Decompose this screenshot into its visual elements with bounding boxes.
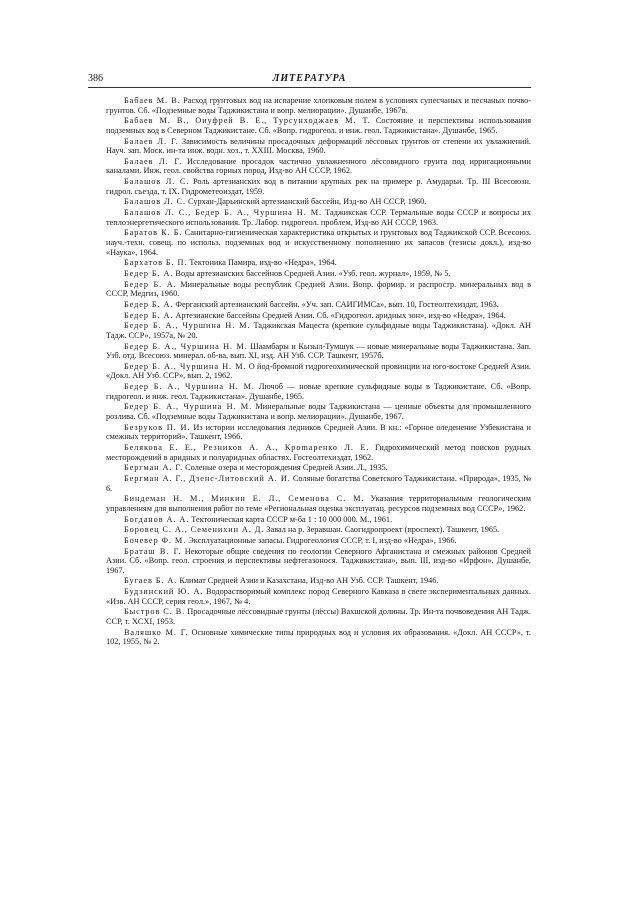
reference-text: Просадочные лёссовидные грунты (лёссы) Вахшской долины. Тр. Ин-та почвоведения АН Тадж. ССР, т. XCXI, 1953. <box>106 607 531 626</box>
header-rule <box>88 87 531 88</box>
reference-text: Соленые озера и месторождения Средней Азии. Л., 1935. <box>183 463 388 473</box>
reference-text: Основные химические типы природных вод и условия их образования. «Докл. АН СССР», т. 102, 1955, № 2. <box>106 627 531 647</box>
reference-authors: Балаев Л. Г. <box>124 136 179 146</box>
reference-entry <box>106 536 531 546</box>
reference-text: О йод-бромной гидрогеохимической провинции на юго-востоке Средней Азии. «Докл. АН Узб. ССР», вып. 2, 1962. <box>106 361 531 381</box>
reference-entry <box>106 208 531 227</box>
reference-text: Соляные богатства Советского Таджикистана. «Природа», 1935, № 6. <box>106 473 531 493</box>
reference-authors: Бедер Б. А. <box>124 279 177 289</box>
reference-entry <box>106 342 531 361</box>
reference-authors: Бедер Б. А., Чуршина Н. М. <box>124 382 255 392</box>
reference-authors: Бедер Б. А., Чуршина Н. М. <box>124 402 253 412</box>
reference-text: Климат Средней Азии и Казахстана, Изд-во АН Узб. ССР. Ташкент, 1946. <box>177 576 439 586</box>
reference-text: Лючоб — новые крепкие сульфидные воды в Таджикистане. Сб. «Вопр. гидрогеол. и инж. геол. Таджикистана». Душанбе, 1965. <box>106 382 531 401</box>
reference-text: Эксплуатационные запасы. Гидрогеология СССР, т. I, изд-во «Недра», 1966. <box>186 535 457 545</box>
reference-text: Артезианские бассейны Средней Азии. Сб. «Гидрогеол. аридных зон», изд-во «Недра», 1964. <box>173 310 506 320</box>
reference-authors: Боровец С. А., Семенихин А. Д. <box>124 525 265 535</box>
reference-entry <box>106 628 531 647</box>
reference-authors: Бедер Б. А., Чуршина Н. М. <box>124 341 248 351</box>
reference-text: Шаамбары и Кызыл-Тумшук — новые минеральные воды Таджикистана. Зап. Узб. отд. Всесоюз. минерал. об-ва, вып. XI, изд. АН Узб. ССР. Ташкент, 1957б. <box>106 341 531 361</box>
reference-text: Указания территориальным геологическим управлениям для выполнения работ по теме «Региональная оценка эксплуатац. ресурсов подземных вод СССР», 1962. <box>106 494 531 513</box>
reference-entry <box>106 443 531 462</box>
reference-entry <box>106 402 531 421</box>
reference-authors: Бедер Б. А. <box>124 310 174 320</box>
reference-entry <box>106 300 531 310</box>
reference-entry <box>106 515 531 525</box>
reference-entry <box>106 423 531 442</box>
reference-list <box>106 96 531 648</box>
reference-authors: Бочевер Ф. М. <box>124 535 187 545</box>
reference-authors: Быстров С. В. <box>124 607 186 617</box>
reference-authors: Бабаев М. В., Оиуфрей В. Е., Турсунходжаев М. Т. <box>124 116 371 126</box>
reference-entry <box>106 228 531 257</box>
reference-entry <box>106 587 531 606</box>
reference-entry <box>106 177 531 196</box>
reference-text: Расход грунтовых вод на испарение хлопковым полем в условиях супесчаных и песчаных почво-грунтов. Сб. «Подземные воды Таджикистана и вопр. мелиорации». Душанбе, 1967в. <box>106 96 531 115</box>
reference-authors: Биндеман Н. М., Минкин Е. Л., Семенова С. М. <box>124 494 365 504</box>
reference-authors: Бедер Б. А., Чуршина Н. М. <box>124 321 251 331</box>
reference-text: Исследование просадок частично увлажненного лёссовидного грунта под ирригационными каналами. Инж. геол. свойства горных пород, Изд-во АН СССР, 1962. <box>106 156 531 176</box>
reference-text: Гидрохимический метод поисков рудных месторождений в аридных и полуаридных областях. Госгеолтехиздат, 1962. <box>106 442 531 462</box>
reference-text: Тектоническая карта СССР м-ба 1 : 10 000 000. М., 1961. <box>189 514 393 524</box>
reference-entry <box>106 269 531 279</box>
reference-authors: Балашов Л. С., Бедер Б. А., Чуршина Н. М. <box>124 208 322 218</box>
reference-entry <box>106 96 531 115</box>
reference-authors: Бабаев М. В. <box>124 96 181 105</box>
reference-entry <box>106 197 531 207</box>
reference-entry <box>106 137 531 156</box>
reference-text: Из истории исследования ледников Средней Азии. В кн.: «Горное оледенение Узбекистана и смежных территорий». Ташкент, 1966. <box>106 422 531 442</box>
reference-authors: Браташ В. Г. <box>124 546 182 556</box>
reference-authors: Богданов А. А. <box>124 514 190 524</box>
reference-authors: Бергман А. Г., Дзенс-Литовский А. И. <box>124 473 291 483</box>
reference-authors: Бедер Б. А. <box>124 299 174 309</box>
reference-entry <box>106 382 531 401</box>
reference-entry <box>106 362 531 381</box>
reference-text: Водорастворимый комплекс пород Северного Кавказа в свете экспериментальных данных. «Изв. АН СССР, серия геол.», 1967, № 4. <box>106 587 531 606</box>
reference-text: Роль артезианских вод в питании крупных рек на примере р. Амударьи. Тр. III Всесоюзн. гидрол. съезда, т. IX. Гидрометеоиздат, 1959. <box>106 177 531 196</box>
reference-entry <box>106 525 531 535</box>
reference-text: Минеральные воды Таджикистана — ценные объекты для промышленного розлива. Сб. «Подземные воды Таджикистана и вопр. мелиорации». Душанбе, 1967. <box>106 402 531 421</box>
reference-text: Воды артезианских бассейнов Средней Азии. «Узб. геол. журнал», 1959, № 5. <box>173 268 451 278</box>
reference-entry <box>106 547 531 576</box>
page-number: 386 <box>88 73 103 84</box>
reference-text: Таджикская Мацеста (крепкие сульфидные воды Таджикистана). «Докл. АН Тадж. ССР», 1957а, № 20. <box>106 321 531 340</box>
reference-authors: Бугаев Б. А. <box>124 576 178 586</box>
reference-text: Санитарно-гигиеническая характеристика открытых и грунтовых вод Таджикской ССР. Всесоюз. науч.-техн. совещ. по использ. подземных вод и искусственному пополнению их запасов (тезисы докл.), изд-во «Наука», 1964. <box>106 228 531 257</box>
reference-entry <box>106 474 531 493</box>
reference-entry <box>106 116 531 135</box>
reference-entry <box>106 258 531 268</box>
page-header <box>88 72 531 86</box>
reference-authors: Балаев Л. Г. <box>124 156 183 166</box>
reference-text: Зависимость величины просадочных деформаций лёссовых грунтов от степени их увлажнений. Науч. зап. Моск. ин-та инж. водн. хоз., т. XXIII. Москва, 1960. <box>106 136 531 156</box>
reference-authors: Бергман А. Г. <box>124 463 184 473</box>
reference-authors: Валяшко М. Г. <box>124 627 189 637</box>
reference-text: Ферганский артезианский бассейн. «Уч. зап. САИГИМСа», вып. 10, Гостеолтехиздат, 1963. <box>173 299 499 309</box>
reference-text: Тектоника Памира, изд-во «Недра», 1964. <box>187 258 337 268</box>
reference-text: Завал на р. Зеравшан. Саогидропроект (проспект). Ташкент, 1965. <box>264 525 500 535</box>
reference-entry <box>106 576 531 586</box>
reference-authors: Безруков П. И. <box>124 422 191 432</box>
reference-text: Состояние и перспективы использования подземных вод в Северном Таджикистане. Сб. «Вопр. гидрогеол. и инж. геол. Таджикистана». Душанбе, 1965. <box>106 116 532 135</box>
reference-authors: Балашов Л. С. <box>124 177 190 187</box>
reference-entry <box>106 607 531 626</box>
reference-text: Сурхан-Дарьинский артезианский бассейн, Изд-во АН СССР, 1960. <box>185 197 427 207</box>
reference-text: Таджикская ССР. Термальные воды СССР и вопросы их теплоэнергетического использования. Тр. Лабор. гидрогеол. проблем, Изд-во АН СССР, 1963. <box>106 208 531 227</box>
reference-entry <box>106 280 531 299</box>
reference-authors: Балашов Л. С. <box>124 197 186 207</box>
reference-text: Минеральные воды республик Средней Азии. Вопр. формир. и распростр. минеральных вод в СССР, Медгиз, 1960. <box>106 279 532 299</box>
reference-authors: Баратов К. Б. <box>124 228 183 238</box>
reference-authors: Бедер Б. А. <box>124 268 174 278</box>
reference-entry <box>106 157 531 176</box>
reference-authors: Бедер Б. А., Чуршина Н. М. <box>124 361 247 371</box>
running-title: ЛИТЕРАТУРА <box>272 73 347 84</box>
reference-authors: Будзинский Ю. А. <box>124 587 204 597</box>
reference-entry <box>106 321 531 340</box>
reference-authors: Белякова Е. Е., Резников А. А., Кроmаренко Л. Е. <box>124 442 370 452</box>
reference-text: Некоторые общие сведения по геологии Северного Афганистана и смежных районов Средней Азии. Сб. «Вопр. геол. строения и перспективы нефтегазонося. Таджикистана», вып. III, изд-во «Ирфон». Душанбе, 1967. <box>106 546 532 575</box>
reference-entry <box>106 311 531 321</box>
reference-entry <box>106 463 531 473</box>
reference-entry <box>106 494 531 513</box>
reference-authors: Бархатов Б. П. <box>124 258 188 268</box>
